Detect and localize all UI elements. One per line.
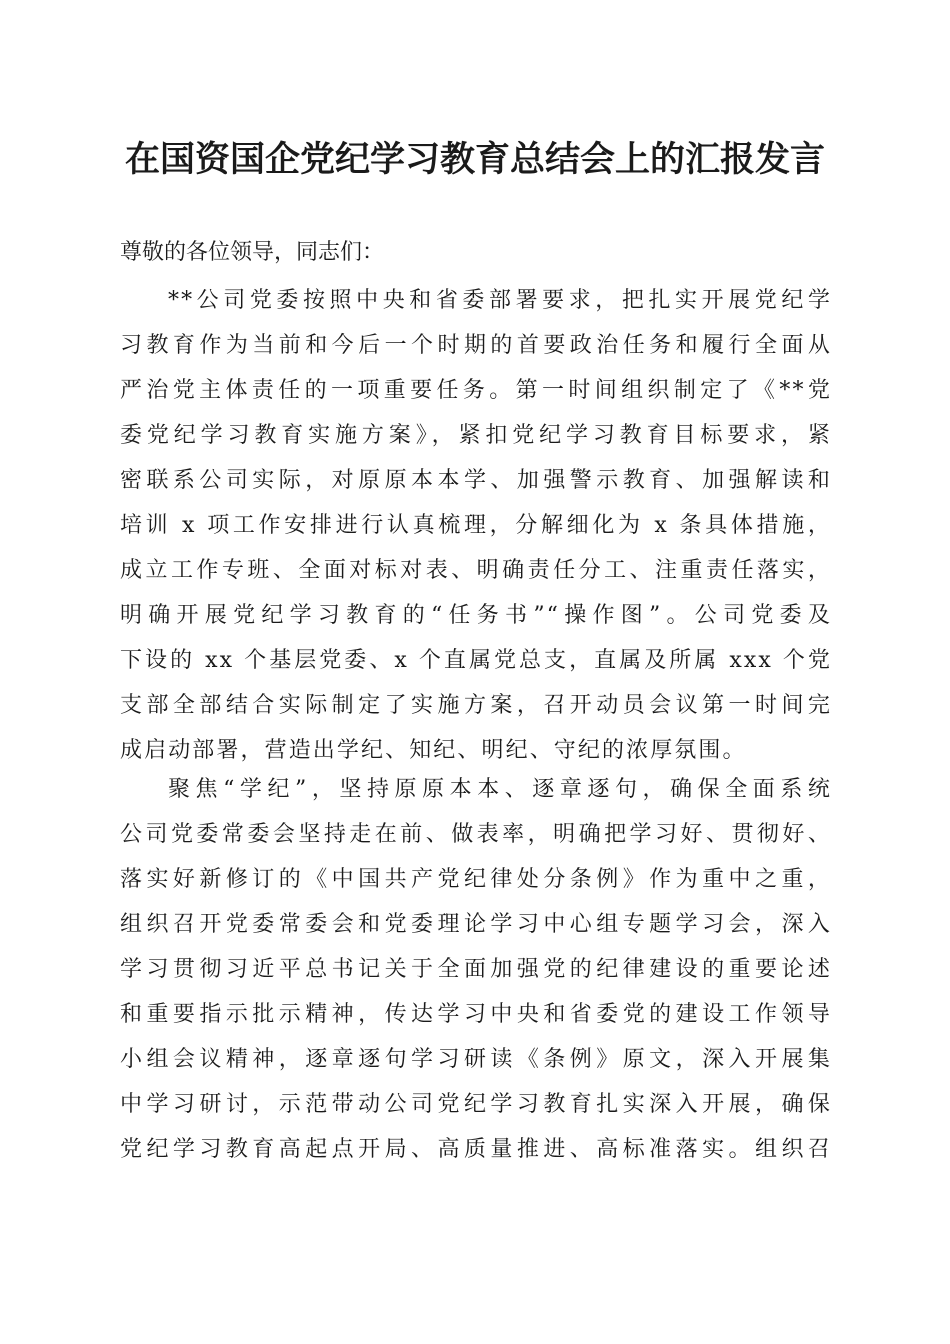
paragraph-line: 密联系公司实际，对原原本本学、加强警示教育、加强解读和 xyxy=(120,468,832,493)
paragraph-line: 成立工作专班、全面对标对表、明确责任分工、注重责任落实， xyxy=(120,558,832,583)
paragraph-line: 培训 x 项工作安排进行认真梳理，分解细化为 x 条具体措施， xyxy=(120,513,832,538)
paragraph-2 xyxy=(120,767,832,1172)
paragraph-line: 小组会议精神，逐章逐句学习研读《条例》原文，深入开展集 xyxy=(120,1047,832,1072)
paragraph-line: 党纪学习教育高起点开局、高质量推进、高标准落实。组织召 xyxy=(120,1137,832,1162)
paragraph-line: 学习贯彻习近平总书记关于全面加强党的纪律建设的重要论述 xyxy=(120,957,832,982)
paragraph-line: 落实好新修订的《中国共产党纪律处分条例》作为重中之重， xyxy=(120,867,832,892)
paragraph-line: 习教育作为当前和今后一个时期的首要政治任务和履行全面从 xyxy=(120,333,832,358)
paragraph-line: 支部全部结合实际制定了实施方案，召开动员会议第一时间完 xyxy=(120,693,832,718)
paragraph-line: 明确开展党纪学习教育的“任务书”“操作图”。公司党委及 xyxy=(120,603,832,628)
salutation: 尊敬的各位领导，同志们： xyxy=(120,240,385,265)
paragraph-line: 和重要指示批示精神，传达学习中央和省委党的建设工作领导 xyxy=(120,1002,832,1027)
document-title: 在国资国企党纪学习教育总结会上的汇报发言 xyxy=(124,139,825,180)
paragraph-line: **公司党委按照中央和省委部署要求，把扎实开展党纪学 xyxy=(168,288,832,313)
paragraph-line: 中学习研讨，示范带动公司党纪学习教育扎实深入开展，确保 xyxy=(120,1092,832,1117)
paragraph-line: 组织召开党委常委会和党委理论学习中心组专题学习会，深入 xyxy=(120,912,832,937)
paragraph-line: 成启动部署，营造出学纪、知纪、明纪、守纪的浓厚氛围。 xyxy=(120,738,747,763)
paragraph-line: 严治党主体责任的一项重要任务。第一时间组织制定了《**党 xyxy=(120,378,832,403)
paragraph-1 xyxy=(120,278,832,773)
paragraph-line: 聚焦“学纪”，坚持原原本本、逐章逐句，确保全面系统 xyxy=(168,777,832,802)
paragraph-line: 委党纪学习教育实施方案》，紧扣党纪学习教育目标要求，紧 xyxy=(120,423,832,448)
paragraph-line: 公司党委常委会坚持走在前、做表率，明确把学习好、贯彻好、 xyxy=(120,822,832,847)
paragraph-line: 下设的 xx 个基层党委、x 个直属党总支，直属及所属 xxx 个党 xyxy=(120,648,832,673)
